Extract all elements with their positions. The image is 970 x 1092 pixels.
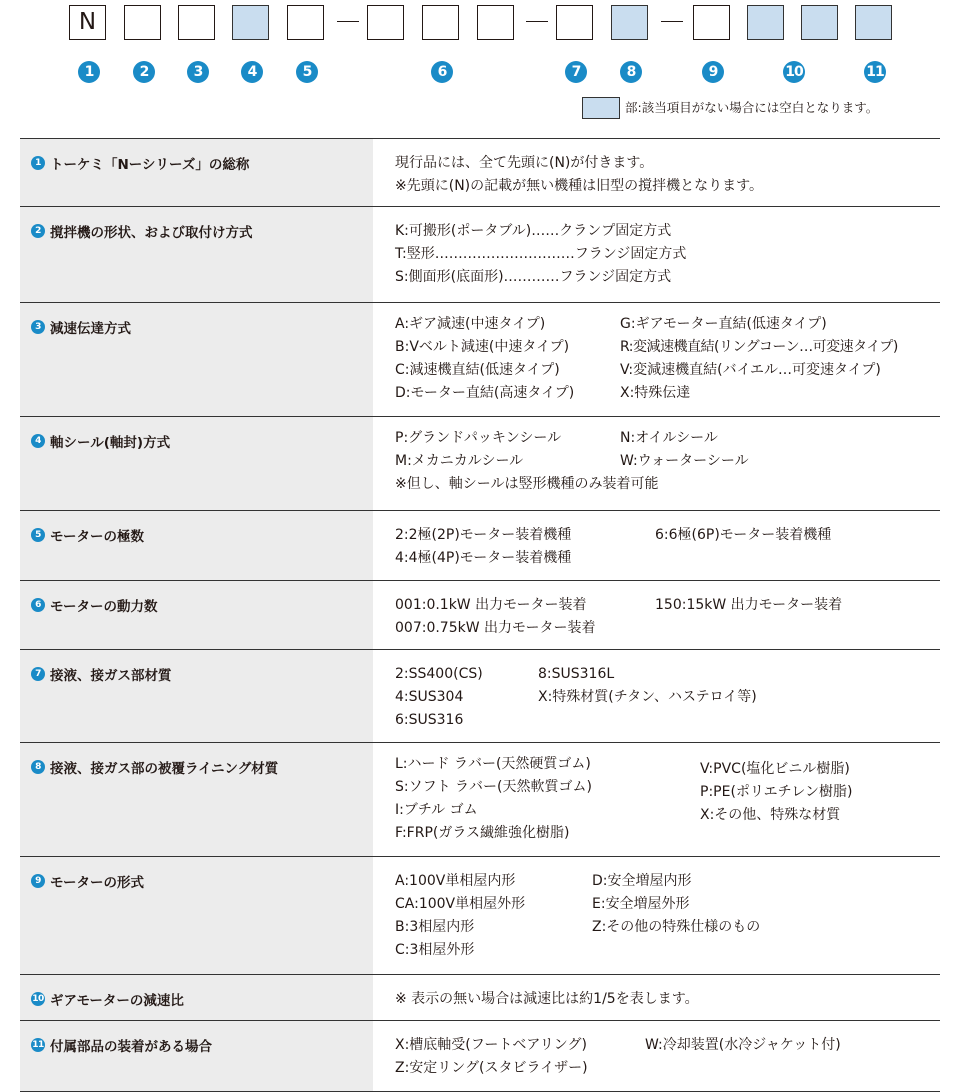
row-column [655, 594, 842, 640]
legend-text: 部:該当項目がない場合には空白となります。 [625, 100, 879, 115]
row-text: ※先頭に(N)の記載が無い機種は旧型の撹拌機となります。 [395, 178, 764, 194]
row-header [20, 1021, 373, 1091]
row-content [373, 975, 940, 1020]
table-row [20, 511, 940, 581]
row-text: B:3相屋内形 [395, 919, 475, 935]
code-box-7 [556, 5, 593, 40]
row-text: A:100V単相屋内形 [395, 873, 516, 889]
row-header [20, 857, 373, 974]
row-header [20, 743, 373, 856]
row-header [20, 581, 373, 649]
row-column [645, 1034, 841, 1080]
row-text: I:ブチル ゴム [395, 802, 478, 818]
row-header [20, 417, 373, 510]
row-label: 接液、接ガス部の被覆ライニング材質 [50, 761, 279, 777]
row-column [700, 753, 852, 845]
row-text: G:ギアモーター直結(低速タイプ) [620, 316, 827, 332]
row-text: A:ギア減速(中速タイプ) [395, 316, 546, 332]
spec-table [20, 138, 940, 1092]
row-column [395, 870, 592, 962]
row-text: F:FRP(ガラス繊維強化樹脂) [395, 825, 570, 841]
row-text: 2:2極(2P)モーター装着機種 [395, 527, 572, 543]
code-box-3 [178, 5, 215, 40]
row-label: 撹拌機の形状、および取付け方式 [50, 225, 253, 241]
table-row [20, 581, 940, 650]
row-text: 6:SUS316 [395, 712, 464, 728]
row-header [20, 303, 373, 416]
row-text: X:槽底軸受(フートベアリング) [395, 1037, 587, 1053]
row-number-badge: 2 [31, 224, 45, 238]
code-number-4: 4 [241, 61, 263, 83]
row-text: M:メカニカルシール [395, 453, 524, 469]
row-number-badge: 7 [31, 667, 45, 681]
code-separator [661, 21, 683, 22]
code-box-1: N [69, 5, 106, 40]
row-number-badge: 9 [31, 874, 45, 888]
row-column [395, 524, 655, 570]
table-row [20, 1021, 940, 1092]
row-text: X:特殊材質(チタン、ハステロイ等) [538, 689, 757, 705]
code-number-11: 11 [864, 61, 886, 83]
row-text: N:オイルシール [620, 430, 718, 446]
row-note: ※但し、軸シールは竪形機種のみ装着可能 [395, 476, 659, 492]
row-text: 4:SUS304 [395, 689, 464, 705]
row-number-badge: 10 [32, 994, 44, 1004]
row-number-badge: 6 [31, 598, 45, 612]
table-row [20, 417, 940, 511]
row-label: モーターの形式 [50, 875, 144, 891]
code-box-11 [855, 5, 892, 40]
code-number-3: 3 [187, 61, 209, 83]
row-label: トーケミ「Nーシリーズ」の総称 [50, 157, 250, 173]
row-column [395, 427, 620, 473]
row-label: 接液、接ガス部材質 [50, 668, 172, 684]
row-column [395, 594, 655, 640]
row-text: 6:6極(6P)モーター装着機種 [655, 527, 832, 543]
table-row [20, 207, 940, 303]
row-text: 001:0.1kW 出力モーター装着 [395, 597, 587, 613]
row-column [395, 663, 538, 732]
table-row [20, 650, 940, 743]
row-number-badge: 11 [32, 1040, 44, 1050]
code-box-5 [287, 5, 324, 40]
code-number-9: 9 [702, 61, 724, 83]
table-row [20, 139, 940, 207]
code-number-10: 10 [783, 61, 805, 83]
row-text: V:PVC(塩化ビニル樹脂) [700, 761, 850, 777]
row-text: D:安全増屋内形 [592, 873, 692, 889]
row-text: C:3相屋外形 [395, 942, 475, 958]
row-header [20, 207, 373, 302]
code-box-10a [747, 5, 784, 40]
table-row [20, 857, 940, 975]
row-content [373, 207, 940, 298]
row-text: 007:0.75kW 出力モーター装着 [395, 620, 596, 636]
code-number-5: 5 [296, 61, 318, 83]
code-number-2: 2 [133, 61, 155, 83]
code-box-8 [611, 5, 648, 40]
row-text: Z:安定リング(スタビライザー) [395, 1060, 588, 1076]
code-number-8: 8 [620, 61, 642, 83]
row-header [20, 650, 373, 742]
row-content [373, 139, 940, 207]
code-separator [337, 21, 359, 22]
row-text: E:安全増屋外形 [592, 896, 690, 912]
row-column [395, 1034, 645, 1080]
row-text: W:冷却装置(水冷ジャケット付) [645, 1037, 841, 1053]
code-box-6c [477, 5, 514, 40]
row-text: K:可搬形(ポータブル)……クランプ固定方式 [395, 223, 672, 239]
row-text: D:モーター直結(高速タイプ) [395, 385, 575, 401]
row-column [395, 313, 620, 405]
row-column [620, 427, 749, 473]
code-number-1: 1 [78, 61, 100, 83]
row-label: ギアモーターの減速比 [50, 993, 184, 1009]
table-row [20, 975, 940, 1021]
code-box-4 [232, 5, 269, 40]
row-text: Z:その他の特殊仕様のもの [592, 919, 761, 935]
row-content [373, 303, 940, 414]
row-column [592, 870, 760, 962]
row-label: 減速伝達方式 [50, 321, 131, 337]
row-text: 現行品には、全て先頭に(N)が付きます。 [395, 155, 654, 171]
row-text: 4:4極(4P)モーター装着機種 [395, 550, 572, 566]
row-text: W:ウォーターシール [620, 453, 749, 469]
legend-swatch [582, 97, 620, 119]
row-text: P:PE(ポリエチレン樹脂) [700, 784, 853, 800]
row-number-badge: 8 [31, 760, 45, 774]
row-text: P:グランドパッキンシール [395, 430, 562, 446]
row-text: S:側面形(底面形)…………フランジ固定方式 [395, 269, 672, 285]
code-box-2 [124, 5, 161, 40]
row-text: 2:SS400(CS) [395, 666, 483, 682]
code-box-10b [801, 5, 838, 40]
row-text: 150:15kW 出力モーター装着 [655, 597, 843, 613]
row-text: B:Vベルト減速(中速タイプ) [395, 339, 570, 355]
row-number-badge: 1 [31, 156, 45, 170]
row-text: CA:100V単相屋外形 [395, 896, 526, 912]
row-text: X:その他、特殊な材質 [700, 807, 841, 823]
row-text: L:ハード ラバー(天然硬質ゴム) [395, 756, 591, 772]
table-row [20, 303, 940, 417]
row-column [655, 524, 831, 570]
row-number-badge: 4 [31, 434, 45, 448]
code-box-9 [693, 5, 730, 40]
row-text: 8:SUS316L [538, 666, 615, 682]
code-separator [526, 21, 548, 22]
table-row [20, 743, 940, 857]
row-text: S:ソフト ラバー(天然軟質ゴム) [395, 779, 592, 795]
row-header [20, 139, 373, 206]
row-text: X:特殊伝達 [620, 385, 691, 401]
row-label: モーターの極数 [50, 529, 144, 545]
row-content [373, 857, 940, 971]
row-content [373, 1021, 940, 1089]
code-box-6b [422, 5, 459, 40]
row-content [373, 581, 940, 649]
row-column [620, 313, 898, 405]
code-number-7: 7 [565, 61, 587, 83]
row-column [538, 663, 757, 732]
row-number-badge: 5 [31, 528, 45, 542]
row-number-badge: 3 [31, 320, 45, 334]
row-label: モーターの動力数 [50, 599, 158, 615]
row-header [20, 511, 373, 580]
row-content [373, 650, 940, 741]
code-number-6: 6 [431, 61, 453, 83]
row-text: V:変減速機直結(バイエル…可変速タイプ) [620, 362, 881, 378]
row-text: R:変減速機直結(リングコーン…可変速タイプ) [620, 339, 898, 355]
row-content [373, 743, 940, 854]
row-label: 軸シール(軸封)方式 [50, 435, 171, 451]
row-header [20, 975, 373, 1020]
row-column [395, 753, 700, 845]
row-text: T:竪形…………………………フランジ固定方式 [395, 246, 687, 262]
row-label: 付属部品の装着がある場合 [50, 1039, 212, 1055]
row-content [373, 511, 940, 579]
row-text: ※ 表示の無い場合は減速比は約1/5を表します。 [395, 991, 699, 1007]
row-text: C:減速機直結(低速タイプ) [395, 362, 560, 378]
code-box-6a [367, 5, 404, 40]
row-content [373, 417, 940, 505]
